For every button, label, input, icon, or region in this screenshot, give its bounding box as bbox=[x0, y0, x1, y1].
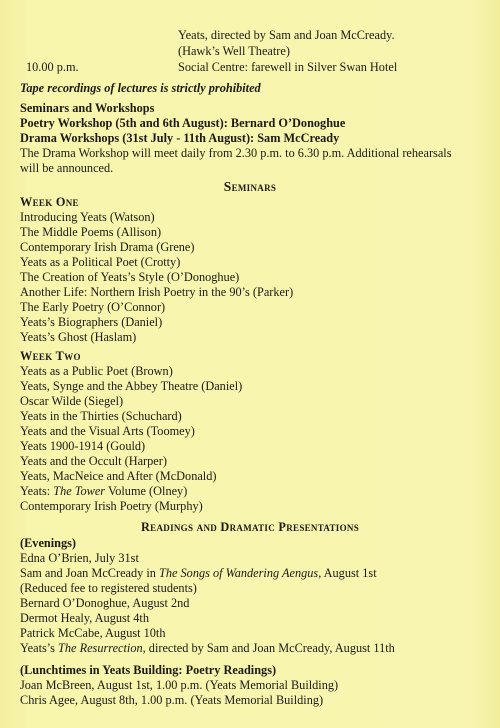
reading-item-songs bbox=[20, 566, 377, 582]
farewell-event: Social Centre: farewell in Silver Swan Hotel bbox=[178, 60, 398, 74]
resurrection-prefix: Yeats’s bbox=[20, 641, 59, 655]
time-label: 10.00 p.m. bbox=[26, 60, 79, 74]
songs-suffix: , August 1st bbox=[318, 566, 377, 580]
songs-title: The Songs of Wandering Aengus bbox=[159, 566, 319, 580]
seminar-item: Contemporary Irish Poetry (Murphy) bbox=[20, 499, 203, 513]
drama-desc-2: will be announced. bbox=[20, 161, 114, 175]
workshops-heading: Seminars and Workshops bbox=[20, 101, 155, 115]
lunchtimes-heading: (Lunchtimes in Yeats Building: Poetry Readings) bbox=[20, 663, 277, 677]
tower-suffix: Volume (Olney) bbox=[105, 484, 188, 498]
resurrection-suffix: , directed by Sam and Joan McCready, August 11th bbox=[142, 641, 395, 655]
seminar-item: Yeats in the Thirties (Schuchard) bbox=[20, 409, 182, 423]
seminar-item: Another Life: Northern Irish Poetry in the 90’s (Parker) bbox=[20, 285, 294, 299]
tower-prefix: Yeats: bbox=[20, 484, 54, 498]
seminar-item: Contemporary Irish Drama (Grene) bbox=[20, 240, 195, 254]
seminar-item: The Creation of Yeats’s Style (O’Donoghue) bbox=[20, 270, 240, 284]
top-line-2: (Hawk’s Well Theatre) bbox=[178, 44, 290, 58]
week-one-label: Week One bbox=[20, 195, 79, 209]
tower-title: The Tower bbox=[53, 484, 106, 498]
reading-item: Joan McBreen, August 1st, 1.00 p.m. (Yeats Memorial Building) bbox=[20, 678, 339, 692]
top-line-1: Yeats, directed by Sam and Joan McCready. bbox=[178, 28, 395, 42]
seminar-item: Yeats as a Public Poet (Brown) bbox=[20, 364, 173, 378]
seminar-item: Yeats, MacNeice and After (McDonald) bbox=[20, 469, 217, 483]
reading-item: Bernard O’Donoghue, August 2nd bbox=[20, 596, 190, 610]
reading-item: (Reduced fee to registered students) bbox=[20, 581, 197, 595]
seminar-item: Yeats and the Visual Arts (Toomey) bbox=[20, 424, 195, 438]
seminar-item: Introducing Yeats (Watson) bbox=[20, 210, 155, 224]
reading-item: Edna O’Brien, July 31st bbox=[20, 551, 139, 565]
seminar-item: Yeats’s Ghost (Haslam) bbox=[20, 330, 137, 344]
seminar-item: Yeats 1900-1914 (Gould) bbox=[20, 439, 146, 453]
reading-item: Patrick McCabe, August 10th bbox=[20, 626, 166, 640]
reading-item: Chris Agee, August 8th, 1.00 p.m. (Yeats Memorial Building) bbox=[20, 693, 324, 707]
reading-item-resurrection bbox=[20, 641, 395, 657]
reading-item: Dermot Healy, August 4th bbox=[20, 611, 149, 625]
songs-prefix: Sam and Joan McCready in bbox=[20, 566, 159, 580]
seminar-item: The Middle Poems (Allison) bbox=[20, 225, 162, 239]
drama-workshop: Drama Workshops (31st July - 11th August): Sam McCready bbox=[20, 131, 340, 145]
poetry-workshop: Poetry Workshop (5th and 6th August): Bernard O’Donoghue bbox=[20, 116, 346, 130]
recording-notice: Tape recordings of lectures is strictly prohibited bbox=[20, 81, 261, 95]
readings-heading: Readings and Dramatic Presentations bbox=[140, 520, 360, 534]
seminar-item: Oscar Wilde (Siegel) bbox=[20, 394, 124, 408]
resurrection-title: The Resurrection bbox=[58, 641, 143, 655]
seminar-item: Yeats as a Political Poet (Crotty) bbox=[20, 255, 181, 269]
seminar-item: Yeats’s Biographers (Daniel) bbox=[20, 315, 163, 329]
seminar-item: The Early Poetry (O’Connor) bbox=[20, 300, 166, 314]
drama-desc-1: The Drama Workshop will meet daily from 2.30 p.m. to 6.30 p.m. Additional rehearsals bbox=[20, 146, 452, 160]
evenings-heading: (Evenings) bbox=[20, 536, 77, 550]
seminar-item: Yeats and the Occult (Harper) bbox=[20, 454, 167, 468]
week-two-label: Week Two bbox=[20, 349, 81, 363]
seminar-item: Yeats, Synge and the Abbey Theatre (Daniel) bbox=[20, 379, 243, 393]
seminars-heading: Seminars bbox=[223, 179, 277, 194]
seminar-item-tower bbox=[20, 484, 187, 500]
